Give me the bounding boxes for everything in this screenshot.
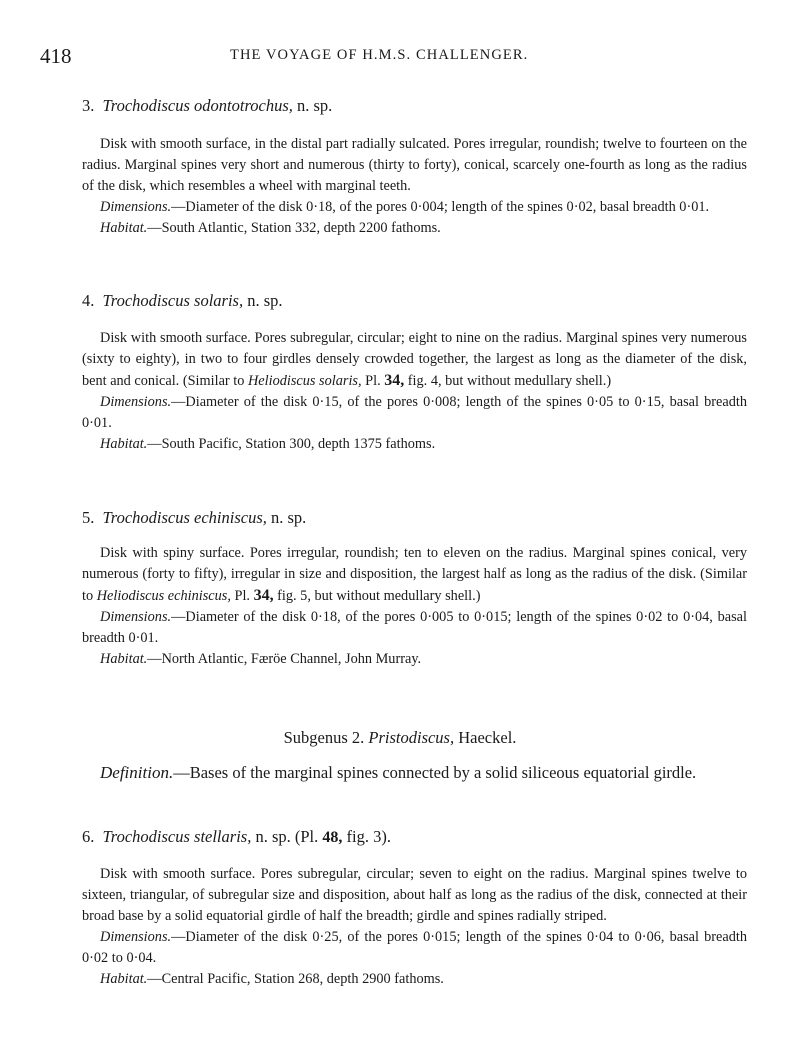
- subgenus-name: Pristodiscus,: [368, 728, 455, 747]
- dimensions-text: —Diameter of the disk 0·18, of the pores 0·004; length of the spines 0·02, basal breadth 0·01.: [171, 199, 710, 215]
- species-heading-5: [82, 507, 306, 529]
- species-name: Trochodiscus solaris,: [102, 291, 244, 310]
- species-heading-4: [82, 290, 283, 312]
- dimensions-text: —Diameter of the disk 0·25, of the pores 0·015; length of the spines 0·04 to 0·06, basal breadth 0·02 to 0·04.: [82, 929, 747, 966]
- species-description: [82, 543, 747, 607]
- description-text-end: fig. 4, but without medullary shell.): [407, 373, 612, 389]
- species-name: Trochodiscus odontotrochus,: [102, 96, 293, 115]
- plate-number: 48,: [322, 829, 343, 846]
- running-title: THE VOYAGE OF H.M.S. CHALLENGER.: [230, 47, 529, 63]
- species-number: 4.: [82, 291, 95, 310]
- species-suffix-end: fig. 3).: [346, 827, 391, 846]
- page-number: 418: [40, 44, 72, 68]
- species-entry-6: [82, 864, 747, 990]
- species-number: 5.: [82, 508, 95, 527]
- habitat-label: Habitat.: [100, 651, 148, 667]
- plate-number: 34,: [253, 587, 274, 604]
- subgenus-author: Haeckel.: [458, 728, 517, 747]
- plate-prefix: Pl.: [234, 588, 250, 604]
- species-habitat: [82, 218, 747, 239]
- description-text-end: fig. 5, but without medullary shell.): [277, 588, 481, 604]
- species-dimensions: [82, 197, 747, 218]
- habitat-text: —Central Pacific, Station 268, depth 2900 fathoms.: [147, 971, 444, 987]
- subgenus-heading: [0, 728, 800, 748]
- subgenus-definition: [82, 761, 747, 785]
- dimensions-label: Dimensions.: [100, 609, 172, 625]
- species-suffix: n. sp. (Pl.: [255, 827, 319, 846]
- species-entry-5: [82, 543, 747, 670]
- species-suffix: n. sp.: [297, 96, 333, 115]
- habitat-label: Habitat.: [100, 436, 148, 452]
- species-dimensions: [82, 927, 747, 969]
- species-dimensions: [82, 392, 747, 434]
- species-habitat: [82, 649, 747, 670]
- habitat-text: —South Pacific, Station 300, depth 1375 fathoms.: [147, 436, 436, 452]
- page-header: [40, 44, 760, 74]
- habitat-text: —North Atlantic, Færöe Channel, John Murray.: [147, 651, 422, 667]
- habitat-label: Habitat.: [100, 220, 148, 236]
- definition-text: —Bases of the marginal spines connected by a solid siliceous equatorial girdle.: [173, 763, 697, 782]
- description-text: Disk with smooth surface. Pores subregular, circular; eight to nine on the radius. Marginal spines very numerous (sixty to eighty), in two to four girdles densely crowded together, the largest as long as the diameter of the disk, bent and conical. (Similar to: [82, 330, 747, 389]
- dimensions-text: —Diameter of the disk 0·15, of the pores 0·008; length of the spines 0·05 to 0·15, basal breadth 0·01.: [82, 394, 747, 431]
- species-number: 3.: [82, 96, 95, 115]
- dimensions-label: Dimensions.: [100, 929, 172, 945]
- species-heading-6: [82, 826, 391, 849]
- species-description: Disk with smooth surface. Pores subregular, circular; seven to eight on the radius. Marginal spines twelve to sixteen, triangular, of subregular size and disposition, about half as long as the radius of the disk, connected at their broad base by a solid equatorial girdle of half the breadth; girdle and spines radially striped.: [82, 866, 747, 924]
- species-suffix: n. sp.: [247, 291, 283, 310]
- species-number: 6.: [82, 827, 95, 846]
- definition-label: Definition.: [100, 763, 174, 782]
- species-name: Trochodiscus stellaris,: [102, 827, 252, 846]
- habitat-label: Habitat.: [100, 971, 148, 987]
- species-heading-3: [82, 95, 332, 117]
- species-habitat: [82, 969, 747, 990]
- species-name: Trochodiscus echiniscus,: [102, 508, 267, 527]
- habitat-text: —South Atlantic, Station 332, depth 2200 fathoms.: [147, 220, 441, 236]
- plate-prefix: Pl.: [365, 373, 381, 389]
- species-entry-4: [82, 328, 747, 455]
- dimensions-label: Dimensions.: [100, 199, 172, 215]
- species-habitat: [82, 434, 747, 455]
- species-entry-3: [82, 134, 747, 239]
- species-description: [82, 328, 747, 392]
- plate-number: 34,: [384, 372, 405, 389]
- species-dimensions: [82, 607, 747, 649]
- dimensions-label: Dimensions.: [100, 394, 172, 410]
- species-description: Disk with smooth surface, in the distal part radially sulcated. Pores irregular, roundish; twelve to fourteen on the radius. Marginal spines very short and numerous (thirty to forty), conical, scarcely one-fourth as long as the radius of the disk, which resembles a wheel with marginal teeth.: [82, 136, 747, 194]
- subgenus-prefix: Subgenus 2.: [283, 728, 365, 747]
- dimensions-text: —Diameter of the disk 0·18, of the pores 0·005 to 0·015; length of the spines 0·02 to 0·04, basal breadth 0·01.: [82, 609, 747, 646]
- similar-species-name: Heliodiscus echiniscus,: [96, 588, 231, 604]
- definition-paragraph: [82, 761, 747, 785]
- similar-species-name: Heliodiscus solaris,: [247, 373, 362, 389]
- species-suffix: n. sp.: [271, 508, 307, 527]
- description-text: Disk with spiny surface. Pores irregular, roundish; ten to eleven on the radius. Marginal spines conical, very numerous (forty to fifty), irregular in size and disposition, the largest half as long as the radius of the disk. (Similar to: [82, 545, 747, 604]
